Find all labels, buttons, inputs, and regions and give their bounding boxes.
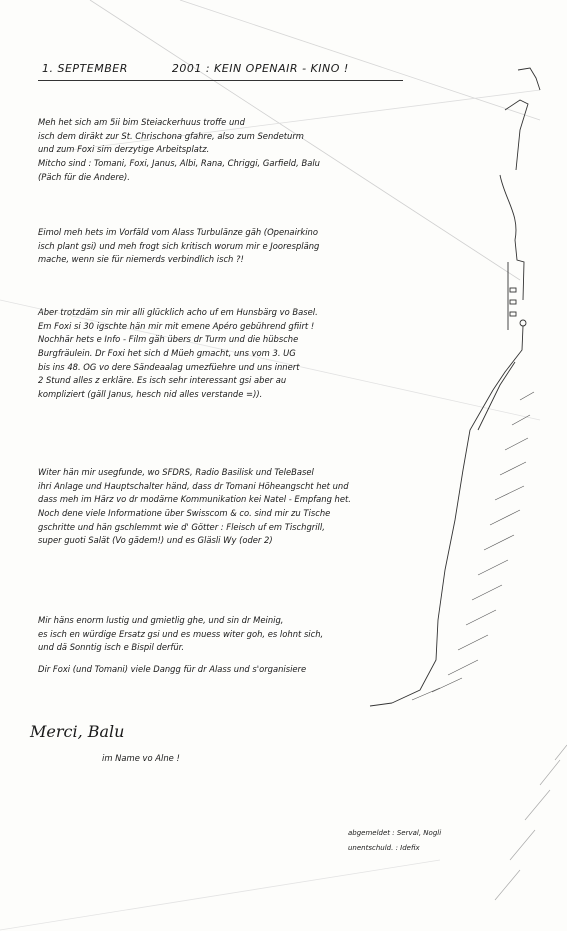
- header-underline: [38, 80, 403, 81]
- text-line: Noch dene viele Informatione über Swisscom & co. sind mir zu Tische: [38, 508, 331, 519]
- paragraph-3: [38, 306, 478, 402]
- text-line: Meh het sich am 5ii bim Steiackerhuus troffe und: [38, 117, 245, 127]
- text-line: Nochhär hets e Info - Film gäh übers dr Turm und die hübsche: [38, 334, 299, 345]
- text-line: ihri Anlage und Hauptschalter händ, dass dr Tomani Höheangscht het und: [38, 480, 349, 491]
- text-line: dass meh im Härz vo dr modärne Kommunikation kei Natel - Empfang het.: [38, 494, 351, 505]
- text-line: und zum Foxi sim derzytige Arbeitsplatz.: [38, 144, 210, 155]
- paragraph-2: [38, 226, 478, 267]
- absent-excused: abgemeldet : Serval, Nogli: [348, 829, 442, 837]
- signoff-signature: Merci, Balu: [30, 722, 125, 741]
- text-line: super guoti Salät (Vo gädem!) und es Gläsli Wy (oder 2): [38, 535, 273, 546]
- text-line: mache, wenn sie für niemerds verbindlich isch ?!: [38, 254, 244, 265]
- text-line: Mir häns enorm lustig und gmietlig ghe, und sin dr Meinig,: [38, 615, 284, 625]
- text-line: bis ins 48. OG vo dere Sändeaalag umezfüehre und uns innert: [38, 361, 300, 372]
- text-line: Em Foxi si 30 igschte hän mir mit emene Apéro gebührend gfiirt !: [38, 320, 315, 331]
- absent-unexcused: unentschuld. : Idefix: [348, 844, 420, 852]
- text-line: Mitcho sind : Tomani, Foxi, Janus, Albi, Rana, Chriggi, Garfield, Balu: [38, 158, 320, 169]
- text-line: isch dem diräkt zur St. Chrischona gfahre, also zum Sendeturm: [38, 130, 304, 141]
- paragraph-4: [38, 466, 478, 548]
- text-line: und dä Sonntig isch e Bispil derfür.: [38, 642, 185, 653]
- header-date: 1. SEPTEMBER: [42, 62, 128, 75]
- text-line: gschritte und hän gschlemmt wie d' Götter : Fleisch uf em Tischgrill,: [38, 521, 325, 532]
- text-line: 2 Stund alles z erkläre. Es isch sehr interessant gsi aber au: [38, 375, 287, 386]
- paragraph-5: [38, 614, 478, 677]
- text-line: Eimol meh hets im Vorfäld vom Alass Turbulänze gäh (Openairkino: [38, 227, 318, 237]
- text-line: Burgfräulein. Dr Foxi het sich d Müeh gmacht, uns vom 3. UG: [38, 348, 296, 359]
- text-line: Witer hän mir usegfunde, wo SFDRS, Radio Basilisk und TeleBasel: [38, 467, 314, 477]
- absences-note: [348, 826, 441, 856]
- text-line: es isch en würdige Ersatz gsi und es muess witer goh, es lohnt sich,: [38, 628, 324, 639]
- text-line: kompliziert (gäll Janus, hesch nid alles verstande =)).: [38, 389, 263, 400]
- text-line: Aber trotzdäm sin mir alli glücklich acho uf em Hunsbärg vo Basel.: [38, 307, 318, 317]
- text-line: (Päch für die Andere).: [38, 171, 130, 182]
- signoff-subline: im Name vo Alne !: [102, 753, 180, 763]
- paragraph-1: [38, 116, 478, 184]
- text-line: isch plant gsi) und meh frogt sich kritisch worum mir e Joorespläng: [38, 240, 320, 251]
- header-title: 2001 : KEIN OPENAIR - KINO !: [171, 62, 349, 75]
- page-header: [42, 62, 349, 75]
- text-line: Dir Foxi (und Tomani) viele Dangg für dr Alass und s'organisiere: [38, 664, 307, 675]
